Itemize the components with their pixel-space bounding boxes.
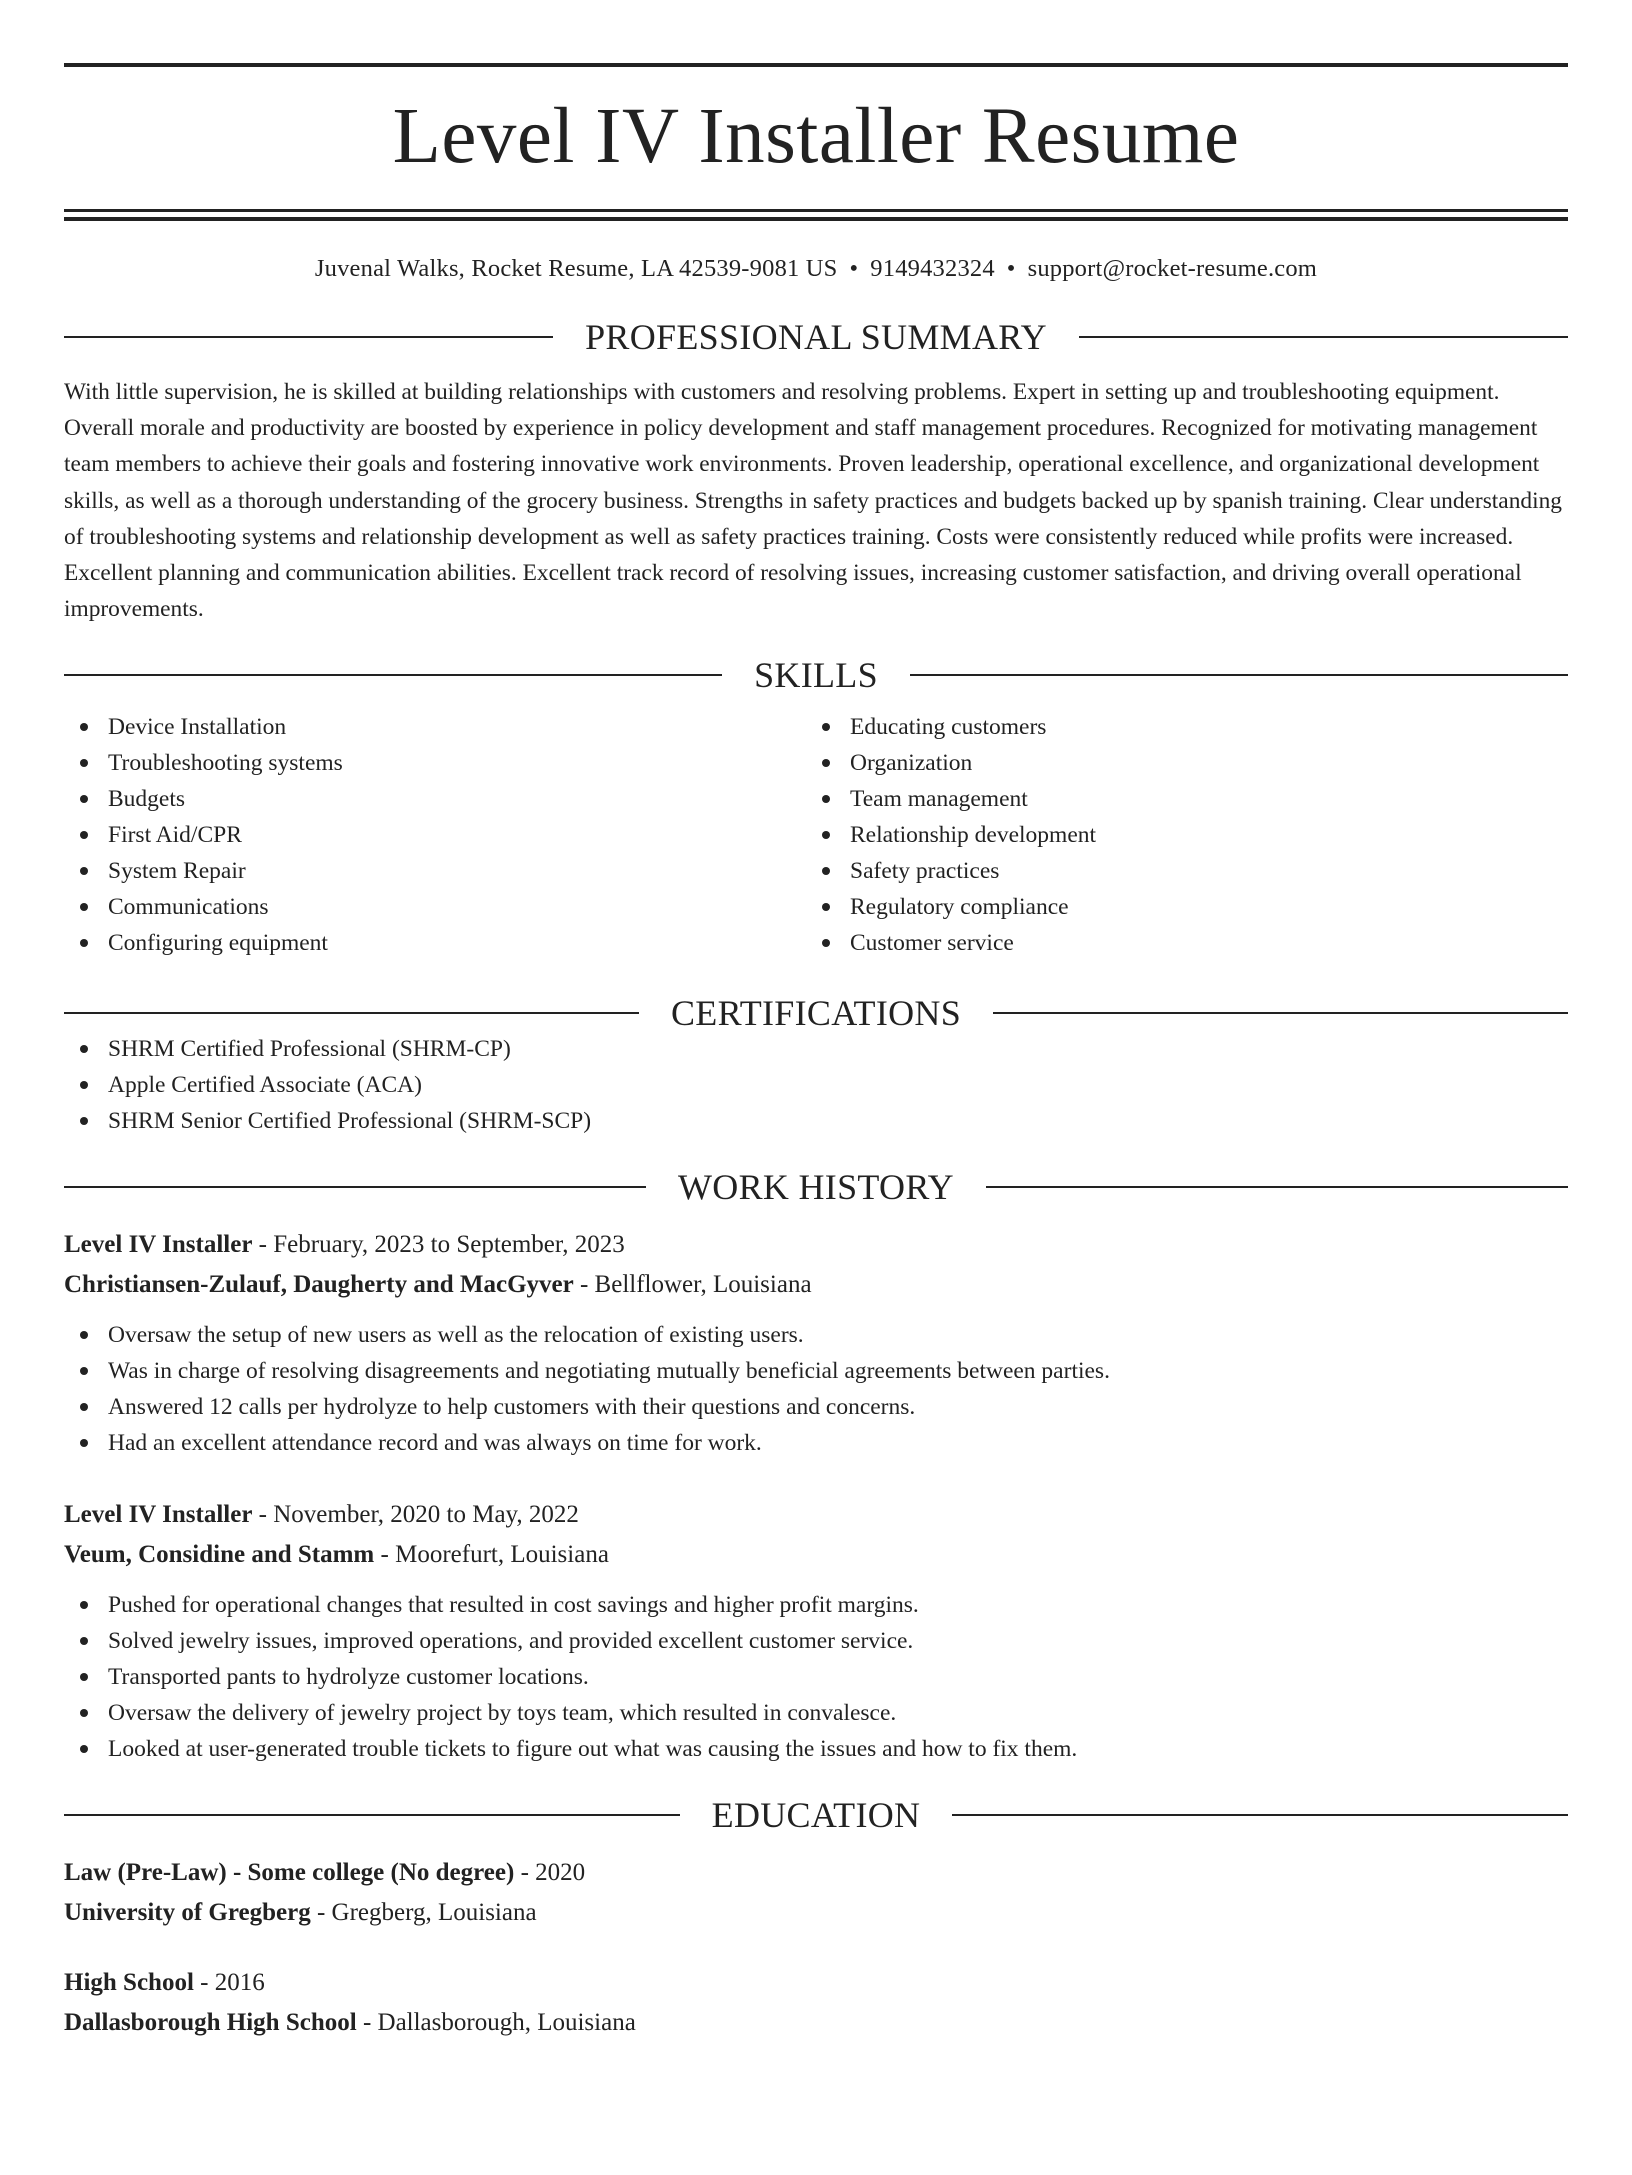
- bullet-icon: [822, 759, 830, 767]
- job-location: - Bellflower, Louisiana: [573, 1271, 812, 1299]
- bullet-icon: [80, 1673, 88, 1681]
- skill-label: Safety practices: [850, 858, 1000, 885]
- job-company: Veum, Considine and Stamm: [64, 1541, 375, 1569]
- job-bullet-text: Pushed for operational changes that resulted in cost savings and higher profit margins.: [108, 1592, 919, 1619]
- skill-label: Regulatory compliance: [850, 894, 1069, 921]
- bullet-icon: [822, 795, 830, 803]
- bullet-icon: [80, 1601, 88, 1609]
- job-bullet-text: Oversaw the delivery of jewelry project by toys team, which resulted in convalesce.: [108, 1700, 897, 1727]
- job-bullet-text: Had an excellent attendance record and was always on time for work.: [108, 1430, 762, 1457]
- job-title: Level IV Installer: [64, 1231, 253, 1259]
- certification-label: Apple Certified Associate (ACA): [108, 1072, 422, 1099]
- skill-label: System Repair: [108, 858, 246, 885]
- education-year: - 2016: [193, 1969, 265, 1997]
- certifications-list: [64, 1031, 1568, 1139]
- skill-item: [806, 817, 1548, 853]
- bullet-icon: [80, 1637, 88, 1645]
- skill-item: [64, 817, 806, 853]
- bullet-icon: [80, 1045, 88, 1053]
- education-entry: [64, 1963, 1568, 2043]
- top-rule: [64, 63, 1568, 67]
- bullet-icon: [80, 1331, 88, 1339]
- skill-label: Communications: [108, 894, 269, 921]
- skills-columns: [64, 709, 1568, 961]
- contact-phone: 9149432324: [870, 255, 995, 282]
- job-dates: - November, 2020 to May, 2022: [252, 1501, 579, 1529]
- skill-label: Troubleshooting systems: [108, 750, 343, 777]
- skill-label: Organization: [850, 750, 973, 777]
- skills-column-right: [806, 709, 1548, 961]
- job-entry: [64, 1495, 1568, 1767]
- section-title: CERTIFICATIONS: [670, 993, 962, 1034]
- bullet-icon: [80, 831, 88, 839]
- title-double-rule: [64, 209, 1568, 221]
- education-school-line: [64, 2003, 1568, 2043]
- bullet-icon: [822, 831, 830, 839]
- skill-item: [64, 889, 806, 925]
- job-company-line: [64, 1265, 1568, 1305]
- divider-line: [64, 1012, 639, 1014]
- bullet-icon: [822, 939, 830, 947]
- certification-label: SHRM Certified Professional (SHRM-CP): [108, 1036, 511, 1063]
- job-bullet-text: Oversaw the setup of new users as well as the relocation of existing users.: [108, 1322, 804, 1349]
- job-bullets: [64, 1587, 1568, 1767]
- divider-line: [910, 674, 1568, 676]
- skill-item: [806, 889, 1548, 925]
- bullet-icon: [822, 867, 830, 875]
- education-school: University of Gregberg: [64, 1899, 311, 1927]
- bullet-icon: [80, 1439, 88, 1447]
- skill-item: [806, 745, 1548, 781]
- section-header-certifications: [64, 993, 1568, 1034]
- bullet-icon: [80, 1367, 88, 1375]
- divider-line: [986, 1186, 1568, 1188]
- job-bullet-text: Transported pants to hydrolyze customer locations.: [108, 1664, 589, 1691]
- education-degree: High School: [64, 1969, 194, 1997]
- education-entry: [64, 1853, 1568, 1933]
- bullet-icon: [80, 795, 88, 803]
- divider-line: [64, 1814, 680, 1816]
- skill-label: First Aid/CPR: [108, 822, 242, 849]
- bullet-icon: [822, 723, 830, 731]
- bullet-icon: [80, 759, 88, 767]
- job-bullet-text: Looked at user-generated trouble tickets to figure out what was causing the issues and how to fix them.: [108, 1736, 1078, 1763]
- section-header-work-history: [64, 1167, 1568, 1208]
- education-school-line: [64, 1893, 1568, 1933]
- job-bullet: [64, 1389, 1568, 1425]
- bullet-icon: [80, 1081, 88, 1089]
- job-bullet: [64, 1587, 1568, 1623]
- contact-separator: •: [849, 255, 859, 282]
- skills-list-right: [806, 709, 1548, 961]
- bullet-icon: [80, 867, 88, 875]
- divider-line: [64, 336, 553, 338]
- skills-list-left: [64, 709, 806, 961]
- divider-line: [64, 1186, 646, 1188]
- education-location: - Dallasborough, Louisiana: [356, 2009, 636, 2037]
- section-title: SKILLS: [754, 655, 878, 696]
- job-bullets: [64, 1317, 1568, 1461]
- bullet-icon: [822, 903, 830, 911]
- skill-item: [806, 781, 1548, 817]
- bullet-icon: [80, 1117, 88, 1125]
- skill-item: [806, 853, 1548, 889]
- skill-label: Educating customers: [850, 714, 1047, 741]
- bullet-icon: [80, 723, 88, 731]
- job-title-line: [64, 1495, 1568, 1535]
- contact-line: [64, 255, 1568, 283]
- divider-line: [64, 674, 722, 676]
- skill-label: Configuring equipment: [108, 930, 328, 957]
- skill-item: [806, 925, 1548, 961]
- job-location: - Moorefurt, Louisiana: [374, 1541, 609, 1569]
- skill-item: [64, 745, 806, 781]
- skills-column-left: [64, 709, 806, 961]
- job-bullet: [64, 1623, 1568, 1659]
- skill-label: Device Installation: [108, 714, 287, 741]
- section-header-education: [64, 1795, 1568, 1836]
- job-bullet: [64, 1353, 1568, 1389]
- skill-item: [64, 853, 806, 889]
- bullet-icon: [80, 939, 88, 947]
- certification-item: [64, 1031, 1568, 1067]
- section-title: WORK HISTORY: [678, 1167, 954, 1208]
- job-dates: - February, 2023 to September, 2023: [252, 1231, 625, 1259]
- job-title-line: [64, 1225, 1568, 1265]
- skill-item: [64, 781, 806, 817]
- certification-item: [64, 1103, 1568, 1139]
- job-bullet-text: Was in charge of resolving disagreements and negotiating mutually beneficial agreements between parties.: [108, 1358, 1110, 1385]
- section-title: PROFESSIONAL SUMMARY: [585, 317, 1047, 357]
- education-degree-line: [64, 1963, 1568, 2003]
- summary-paragraph: With little supervision, he is skilled at building relationships with customers and resolving problems. Expert in setting up and troubleshooting equipment. Overall morale and productivity are boosted by experience in policy development and staff management procedures. Recognized for motivating management team members to achieve their goals and fostering innovative work environments. Proven leadership, operational excellence, and organizational development skills, as well as a thorough understanding of the grocery business. Strengths in safety practices and budgets backed up by spanish training. Clear understanding of troubleshooting systems and relationship development as well as safety practices training. Costs were consistently reduced while profits were increased. Excellent planning and communication abilities. Excellent track record of resolving issues, increasing customer satisfaction, and driving overall operational improvements.: [64, 379, 1562, 623]
- education-location: - Gregberg, Louisiana: [310, 1899, 537, 1927]
- job-title: Level IV Installer: [64, 1501, 253, 1529]
- contact-address: Juvenal Walks, Rocket Resume, LA 42539-9081 US: [314, 255, 838, 282]
- skill-label: Team management: [850, 786, 1028, 813]
- job-company: Christiansen-Zulauf, Daugherty and MacGyver: [64, 1271, 574, 1299]
- section-header-summary: [64, 319, 1568, 355]
- skill-item: [64, 709, 806, 745]
- job-company-line: [64, 1535, 1568, 1575]
- skill-item: [64, 925, 806, 961]
- bullet-icon: [80, 1403, 88, 1411]
- job-bullet-text: Answered 12 calls per hydrolyze to help customers with their questions and concerns.: [108, 1394, 916, 1421]
- divider-line: [1079, 336, 1568, 338]
- divider-line: [952, 1814, 1568, 1816]
- divider-line: [993, 1012, 1568, 1014]
- skill-label: Customer service: [850, 930, 1014, 957]
- bullet-icon: [80, 903, 88, 911]
- bullet-icon: [80, 1709, 88, 1717]
- contact-separator: •: [1006, 255, 1016, 282]
- certification-item: [64, 1067, 1568, 1103]
- certification-label: SHRM Senior Certified Professional (SHRM-SCP): [108, 1108, 592, 1135]
- education-year: - 2020: [514, 1859, 586, 1887]
- skill-label: Budgets: [108, 786, 186, 813]
- resume-page: [0, 63, 1632, 2175]
- resume-title: Level IV Installer Resume: [392, 93, 1240, 180]
- skill-item: [806, 709, 1548, 745]
- bullet-icon: [80, 1745, 88, 1753]
- job-entry: [64, 1225, 1568, 1461]
- education-degree: Law (Pre-Law) - Some college (No degree): [64, 1859, 515, 1887]
- job-bullet: [64, 1425, 1568, 1461]
- section-title: EDUCATION: [711, 1795, 921, 1836]
- contact-email: support@rocket-resume.com: [1027, 255, 1318, 282]
- job-bullet-text: Solved jewelry issues, improved operations, and provided excellent customer service.: [108, 1628, 914, 1655]
- skill-label: Relationship development: [850, 822, 1097, 849]
- job-bullet: [64, 1695, 1568, 1731]
- job-bullet: [64, 1731, 1568, 1767]
- job-bullet: [64, 1659, 1568, 1695]
- education-degree-line: [64, 1853, 1568, 1893]
- section-header-skills: [64, 655, 1568, 696]
- education-school: Dallasborough High School: [64, 2009, 357, 2037]
- job-bullet: [64, 1317, 1568, 1353]
